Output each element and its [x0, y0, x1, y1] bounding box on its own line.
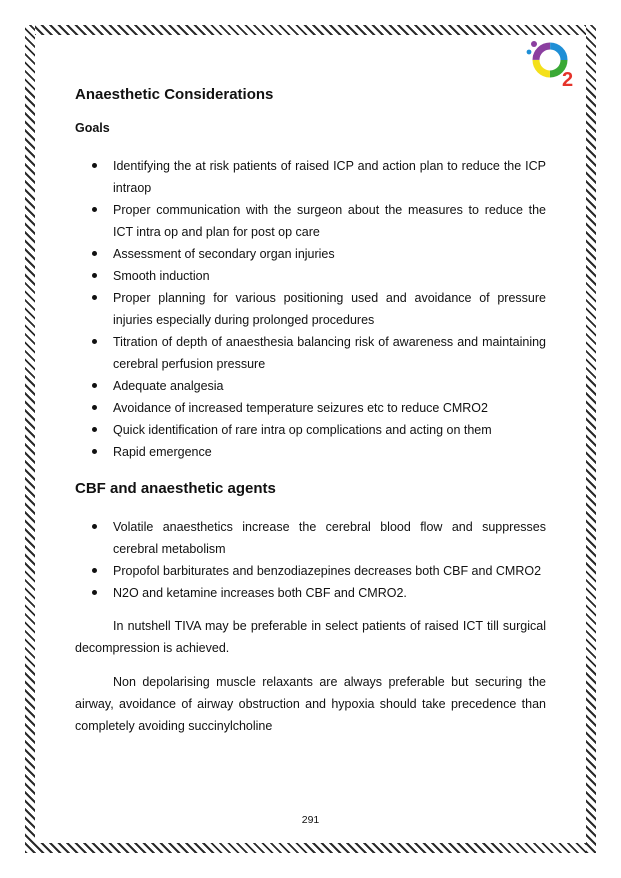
section-title-cbf-agents: CBF and anaesthetic agents [75, 480, 276, 497]
bullet-icon [92, 383, 97, 388]
list-item: Titration of depth of anaesthesia balancing risk of awareness and maintaining cerebral perfusion pressure [75, 331, 546, 375]
bullet-icon [92, 405, 97, 410]
list-item: Assessment of secondary organ injuries [75, 243, 546, 265]
svg-text:2: 2 [562, 69, 574, 88]
bullet-icon [92, 295, 97, 300]
bullet-icon [92, 427, 97, 432]
section-title-anaesthetic-considerations: Anaesthetic Considerations [75, 86, 274, 103]
list-item: Adequate analgesia [75, 375, 546, 397]
goals-list [75, 155, 546, 463]
bullet-icon [92, 449, 97, 454]
bullet-icon [92, 568, 97, 573]
list-item: Rapid emergence [75, 441, 546, 463]
page-border-right [586, 25, 596, 853]
list-item: Volatile anaesthetics increase the cerebral blood flow and suppresses cerebral metabolism [75, 516, 546, 560]
list-item: Quick identification of rare intra op complications and acting on them [75, 419, 546, 441]
page-border-top [25, 25, 596, 35]
bullet-icon [92, 273, 97, 278]
bullet-icon [92, 163, 97, 168]
page-border-left [25, 25, 35, 853]
list-item: Smooth induction [75, 265, 546, 287]
list-item: Proper planning for various positioning used and avoidance of pressure injuries especially during prolonged procedures [75, 287, 546, 331]
bullet-icon [92, 251, 97, 256]
bullet-icon [92, 524, 97, 529]
list-item: Identifying the at risk patients of raised ICP and action plan to reduce the ICP intraop [75, 155, 546, 199]
bullet-icon [92, 590, 97, 595]
cbf-agents-list [75, 516, 546, 604]
goals-heading: Goals [75, 121, 110, 135]
page-number: 291 [301, 814, 320, 826]
o2-logo-icon [524, 38, 580, 88]
paragraph-tiva: In nutshell TIVA may be preferable in select patients of raised ICT till surgical decompression is achieved. [75, 619, 546, 655]
paragraph-muscle-relaxants: Non depolarising muscle relaxants are always preferable but securing the airway, avoidance of airway obstruction and hypoxia should take precedence than completely avoiding succinylcholine [75, 675, 546, 733]
list-item: Avoidance of increased temperature seizures etc to reduce CMRO2 [75, 397, 546, 419]
list-item: Proper communication with the surgeon about the measures to reduce the ICT intra op and plan for post op care [75, 199, 546, 243]
list-item: N2O and ketamine increases both CBF and CMRO2. [75, 582, 546, 604]
bullet-icon [92, 339, 97, 344]
list-item: Propofol barbiturates and benzodiazepines decreases both CBF and CMRO2 [75, 560, 546, 582]
page-border-bottom [25, 843, 596, 853]
bullet-icon [92, 207, 97, 212]
